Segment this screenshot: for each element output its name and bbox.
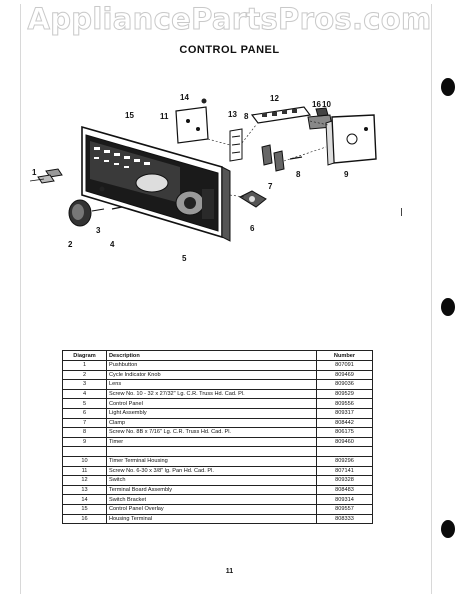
cell-description: Clamp — [107, 418, 317, 428]
cell-number: 809314 — [317, 495, 373, 505]
table-row — [63, 485, 373, 495]
callout-8-top: 8 — [244, 112, 249, 121]
cell-description: Pushbutton — [107, 361, 317, 371]
cell-description: Control Panel — [107, 399, 317, 409]
cell-diagram: 15 — [63, 504, 107, 514]
callout-10: 10 — [322, 100, 331, 109]
cell-number: 809469 — [317, 370, 373, 380]
switch-bracket-drawing — [176, 99, 208, 144]
cell-number: 809036 — [317, 380, 373, 390]
cell-diagram: 5 — [63, 399, 107, 409]
cell-description: Terminal Board Assembly — [107, 485, 317, 495]
callout-8-bottom: 8 — [296, 170, 301, 179]
callout-14: 14 — [180, 93, 189, 102]
cell-diagram: 13 — [63, 485, 107, 495]
cell-diagram: 10 — [63, 456, 107, 466]
callout-16: 16 — [312, 100, 321, 109]
cell-diagram: 1 — [63, 361, 107, 371]
cell-number — [317, 447, 373, 457]
page-title: CONTROL PANEL — [179, 44, 280, 56]
table-row — [63, 399, 373, 409]
switch-drawing — [252, 107, 310, 123]
cell-diagram: 16 — [63, 514, 107, 524]
cell-description: Screw No. 10 - 32 x 27/32" Lg. C.R. Truss Hd. Cad. Pl. — [107, 389, 317, 399]
cell-diagram: 7 — [63, 418, 107, 428]
cell-diagram: 8 — [63, 428, 107, 438]
cell-diagram: 2 — [63, 370, 107, 380]
cell-description: Light Assembly — [107, 408, 317, 418]
cell-description: Control Panel Overlay — [107, 504, 317, 514]
light-assembly-drawing — [240, 191, 266, 207]
margin-mark — [401, 208, 402, 216]
cell-diagram: 14 — [63, 495, 107, 505]
table-header-row — [63, 351, 373, 361]
watermark: AppliancePartsPros.com — [27, 2, 432, 36]
cell-description: Screw No. 6-30 x 3/8" lg. Pan Hd. Cad. Pl. — [107, 466, 317, 476]
column-header-description: Description — [107, 351, 317, 361]
table-row — [63, 370, 373, 380]
page-number: 11 — [225, 568, 234, 575]
terminal-board-drawing — [230, 129, 242, 161]
callout-5: 5 — [182, 254, 187, 263]
cell-diagram — [63, 447, 107, 457]
screw-drawing — [112, 207, 122, 209]
callout-6: 6 — [250, 224, 255, 233]
parts-table-body — [63, 361, 373, 524]
table-row — [63, 389, 373, 399]
cell-description: Cycle Indicator Knob — [107, 370, 317, 380]
cell-number: 809557 — [317, 504, 373, 514]
clamp-drawing — [262, 145, 302, 171]
cell-description — [107, 447, 317, 457]
binder-hole-top — [441, 78, 455, 96]
callout-12: 12 — [270, 94, 279, 103]
callout-2: 2 — [68, 240, 73, 249]
cell-number: 809317 — [317, 408, 373, 418]
cell-description: Screw No. 8B x 7/16" Lg. C.R. Truss Hd. Cad. Pl. — [107, 428, 317, 438]
cell-number: 807091 — [317, 361, 373, 371]
cell-diagram: 12 — [63, 476, 107, 486]
table-row — [63, 514, 373, 524]
table-row — [63, 380, 373, 390]
callout-4: 4 — [110, 240, 115, 249]
cell-description: Switch Bracket — [107, 495, 317, 505]
callout-11: 11 — [160, 112, 169, 121]
cell-number: 809460 — [317, 437, 373, 447]
binder-hole-middle — [441, 298, 455, 316]
cell-number: 809328 — [317, 476, 373, 486]
table-row — [63, 447, 373, 457]
cell-number: 808333 — [317, 514, 373, 524]
cell-diagram: 6 — [63, 408, 107, 418]
table-row — [63, 476, 373, 486]
callout-1: 1 — [32, 168, 37, 177]
column-header-number: Number — [317, 351, 373, 361]
cell-number: 808483 — [317, 485, 373, 495]
binder-hole-bottom — [441, 520, 455, 538]
table-row — [63, 466, 373, 476]
cell-number: 806175 — [317, 428, 373, 438]
table-row — [63, 408, 373, 418]
cell-number: 808442 — [317, 418, 373, 428]
table-row — [63, 361, 373, 371]
lens-drawing — [100, 187, 105, 192]
callout-3: 3 — [96, 226, 101, 235]
table-row — [63, 495, 373, 505]
table-row — [63, 504, 373, 514]
cell-diagram: 9 — [63, 437, 107, 447]
cell-number: 809296 — [317, 456, 373, 466]
callout-13: 13 — [228, 110, 237, 119]
table-row — [63, 418, 373, 428]
cell-diagram: 4 — [63, 389, 107, 399]
table-row — [63, 437, 373, 447]
callout-7: 7 — [268, 182, 273, 191]
callout-15: 15 — [125, 111, 134, 120]
cell-description: Timer Terminal Housing — [107, 456, 317, 466]
cell-description: Timer — [107, 437, 317, 447]
column-header-diagram: Diagram — [63, 351, 107, 361]
cell-description: Housing Terminal — [107, 514, 317, 524]
cell-number: 809556 — [317, 399, 373, 409]
callout-9: 9 — [344, 170, 349, 179]
table-row — [63, 428, 373, 438]
cell-diagram: 11 — [63, 466, 107, 476]
cell-number: 809529 — [317, 389, 373, 399]
cell-description: Lens — [107, 380, 317, 390]
cell-number: 807141 — [317, 466, 373, 476]
timer-drawing — [326, 115, 376, 165]
control-panel-drawing — [82, 127, 230, 241]
knob-drawing — [69, 200, 104, 226]
table-row — [63, 456, 373, 466]
exploded-parts-diagram — [30, 85, 390, 270]
cell-description: Switch — [107, 476, 317, 486]
cell-diagram: 3 — [63, 380, 107, 390]
parts-table — [62, 350, 373, 524]
